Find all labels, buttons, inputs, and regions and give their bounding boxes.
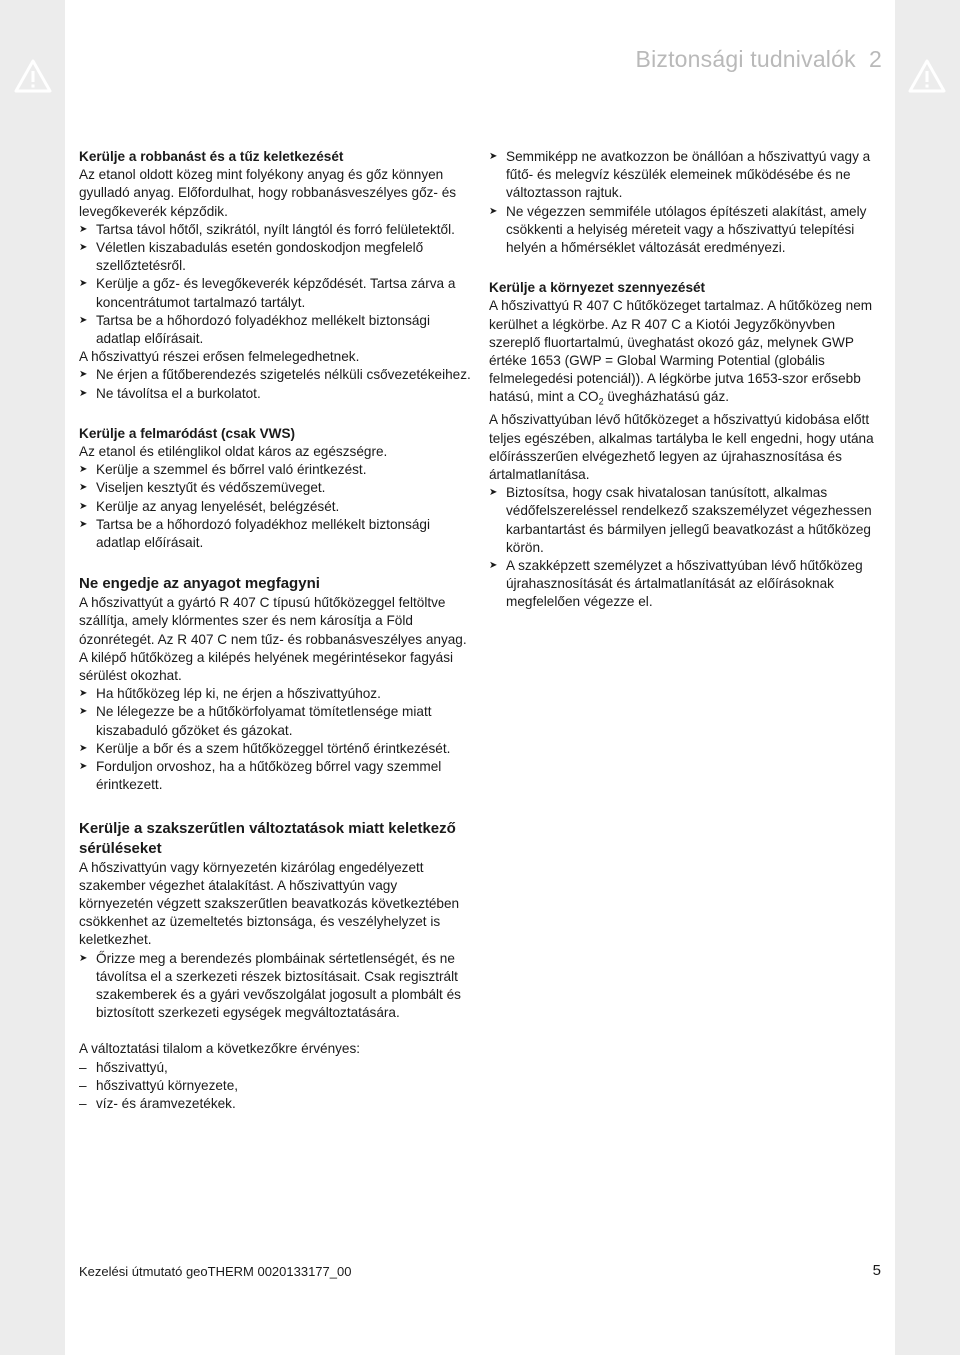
section-paragraph: A kilépő hűtőközeg a kilépés helyének megérintésekor fagyási sérülést okozhat. [79,649,454,684]
section-title: Kerülje a környezet szennyezését [489,280,706,296]
list-item: ➤ Tartsa be a hőhordozó folyadékhoz mellékelt biztonsági adatlap előírásait. [79,312,471,348]
section-title: Ne engedje az anyagot megfagyni [79,575,320,593]
list-item: ➤ Forduljon orvoshoz, ha a hűtőközeg bőrrel vagy szemmel érintkezett. [79,758,471,794]
section-note: A hőszivattyú részei erősen felmelegedhetnek. [79,349,360,365]
list-item: ➤ Ha hűtőközeg lép ki, ne érjen a hőszivattyúhoz. [79,685,471,703]
section-modifications [79,819,471,1114]
list-item: ➤ Biztosítsa, hogy csak hivatalosan tanúsított, alkalmas védőfelszereléssel rendelkező szakszemélyzet végezhessen karbantartást és bármilyen jellegű beavatkozást a hűtőközeg körön. [489,484,881,557]
bullet-list [79,461,471,552]
section-title: Kerülje a szakszerűtlen változtatások miatt keletkező sérüléseket [79,819,456,857]
warning-triangle-icon [13,58,53,94]
section-corrosion [79,425,471,552]
list-item: ➤ Kerülje a gőz- és levegőkeverék képződését. Tartsa zárva a koncentrátumot tartalmazó tartályt. [79,275,471,311]
subscript: 2 [598,397,604,408]
section-paragraph: A változtatási tilalom a következőkre érvényes: [79,1041,361,1057]
section-paragraph [489,297,881,411]
paragraph-text: üvegházhatású gáz. [603,389,730,405]
list-item: ➤ Viseljen kesztyűt és védőszemüveget. [79,479,471,497]
right-column [489,148,881,612]
header-title: Biztonsági tudnivalók [635,46,856,72]
list-item: ➤ Őrizze meg a berendezés plombáinak sértetlenségét, és ne távolítsa el a szerkezeti részek biztosításait. Csak regisztrált szakemberek és a gyári vevőszolgálat jogosult a plombált és biztosított szerkezeti egységek megváltoztatására. [79,950,471,1023]
section-title: Kerülje a robbanást és a tűz keletkezését [79,149,344,164]
list-item: – hőszivattyú, [79,1059,471,1077]
list-item: ➤ Tartsa távol hőtől, szikrától, nyílt lángtól és forró felületektől. [79,221,471,239]
list-item: ➤ Ne lélegezze be a hűtőkörfolyamat tömítetlensége miatt kiszabaduló gőzöket és gázokat. [79,703,471,739]
list-item: ➤ Kerülje a szemmel és bőrrel való érintkezést. [79,461,471,479]
section-environment [489,279,881,611]
list-item: ➤ Kerülje a bőr és a szem hűtőközeggel történő érintkezését. [79,740,471,758]
header-chapter: 2 [869,46,882,72]
right-margin-band [895,0,960,1355]
section-title: Kerülje a felmaródást (csak VWS) [79,425,296,441]
list-item: ➤ Ne végezzen semmiféle utólagos építészeti alakítást, amely csökkenti a helyiség méreteit vagy a hőszivattyú telepítési helyén a hőmérséklet változását eredményezi. [489,203,881,258]
list-item: – víz- és áramvezetékek. [79,1095,471,1113]
bullet-list [79,366,471,402]
section-paragraph: A hőszivattyúban lévő hűtőközeget a hőszivattyú kidobása előtt teljes egészében, alkalmas tartályba le kell engedni, hogy utána előírásszerűen elvégezhető legyen az újrahasznosítása és ártalmatlanítása. [489,412,874,482]
section-explosion [79,148,471,403]
section-paragraph: A hőszivattyút a gyártó R 407 C típusú hűtőközeggel feltöltve szállítja, amely klórmentes szer és nem károsítja a Föld ózonrétegét. Az R 407 C nem tűz- és robbanásveszélyes anyag. [79,595,467,647]
footer-page-number: 5 [872,1262,881,1279]
bullet-list [489,484,881,611]
page-header [636,46,882,73]
section-freezing [79,574,471,794]
bullet-list [489,148,881,257]
list-item: ➤ Semmiképp ne avatkozzon be önállóan a hőszivattyú vagy a fűtő- és melegvíz készülék elemeinek működésébe és ne változtasson rajtuk. [489,148,881,203]
warning-triangle-icon [907,58,947,94]
left-margin-band [0,0,65,1355]
paragraph-text: A hőszivattyú R 407 C hűtőközeget tartalmaz. A hűtőközeg nem kerülhet a légkörbe. Az R 407 C a Kiotói Jegyzőkönyvben szereplő fluortartalmú, üveghatást okozó gáz, melynek GWP értéke 1653 (GWP = Global Warming Potential (globális felmelegedési potenciál)). A légkörbe jutva 1653-szor erősebb hatású, mint a CO [489,298,873,405]
dash-list [79,1059,471,1114]
section-intro: Az etanol és etilénglikol oldat káros az egészségre. [79,444,388,460]
bullet-list [79,950,471,1023]
bullet-list [79,685,471,794]
list-item: ➤ Tartsa be a hőhordozó folyadékhoz mellékelt biztonsági adatlap előírásait. [79,516,471,552]
bullet-list [79,221,471,348]
list-item: – hőszivattyú környezete, [79,1077,471,1095]
left-column [79,148,471,1113]
list-item: ➤ Ne érjen a fűtőberendezés szigetelés nélküli csővezetékeihez. [79,366,471,384]
list-item: ➤ Ne távolítsa el a burkolatot. [79,385,471,403]
section-paragraph: A hőszivattyún vagy környezetén kizárólag engedélyezett szakember végezhet átalakítást. A hőszivattyún vagy környezetén végzett szakszerűtlen beavatkozás következtében csökkenhet az üzemeltetés biztonsága, és veszélyhelyzet is keletkezhet. [79,859,460,948]
list-item: ➤ Véletlen kiszabadulás esetén gondoskodjon megfelelő szellőztetésről. [79,239,471,275]
footer-document: Kezelési útmutató geoTHERM 0020133177_00 [79,1264,352,1279]
section-intro: Az etanol oldott közeg mint folyékony anyag és gőz könnyen gyulladó anyag. Előfordulhat, hogy robbanásveszélyes gőz- és levegőkeverék képződik. [79,167,457,219]
list-item: ➤ Kerülje az anyag lenyelését, belégzését. [79,498,471,516]
list-item: ➤ A szakképzett személyzet a hőszivattyúban lévő hűtőközeg újrahasznosítását és ártalmatlanítását az előírásoknak megfelelően végezze el. [489,557,881,612]
